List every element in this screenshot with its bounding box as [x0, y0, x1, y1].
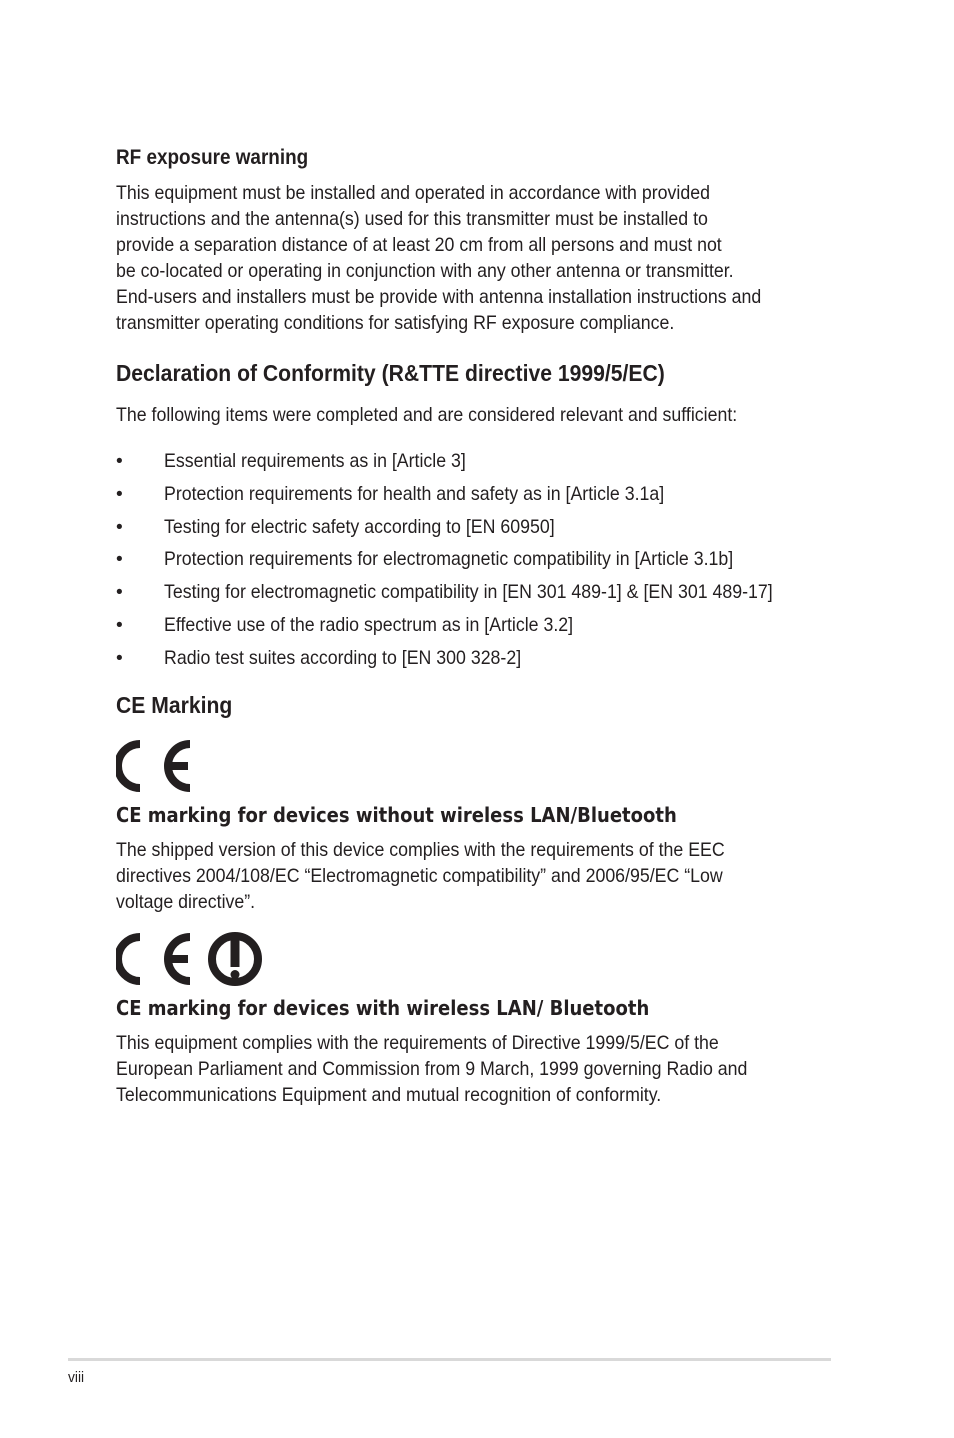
declaration-intro: The following items were completed and are considered relevant and sufficient:: [116, 405, 738, 426]
bullet-icon: •: [116, 483, 123, 505]
ce-mark-icon: [116, 738, 196, 794]
bullet-icon: •: [116, 516, 123, 538]
footer-divider: [68, 1358, 831, 1361]
rf-exposure-heading: RF exposure warning: [116, 146, 309, 169]
bullet-icon: •: [116, 582, 123, 604]
alert-class-2-icon: [206, 931, 264, 987]
page-number: viii: [68, 1369, 85, 1386]
bullet-icon: •: [116, 549, 123, 571]
bullet-icon: •: [116, 614, 123, 636]
bullet-icon: •: [116, 451, 123, 472]
ce-without-wireless-text: The shipped version of this device complies with the requirements of the EEC directives 2004/108/EC “Electromagnetic compatibility” and 2006/95/EC “Low voltage directive”.: [116, 840, 725, 913]
ce-without-wireless-heading: CE marking for devices without wireless LAN/Bluetooth: [116, 803, 677, 827]
bullet-icon: •: [116, 647, 123, 669]
ce-marking-heading: CE Marking: [116, 692, 233, 718]
ce-with-wireless-heading: CE marking for devices with wireless LAN/ Bluetooth: [116, 996, 650, 1020]
ce-with-wireless-text: This equipment complies with the requirements of Directive 1999/5/EC of the European Parliament and Commission from 9 March, 1999 governing Radio and Telecommunications Equipment and mutual recognition of conformity.: [116, 1033, 748, 1106]
rf-exposure-text: This equipment must be installed and operated in accordance with provided instructions and the antenna(s) used for this transmitter must be installed to provide a separation distance of at least 20 cm from all persons and must not be co-located or operating in conjunction with any other antenna or transmitter. End-users and installers must be provide with antenna installation instructions and transmitter operating conditions for satisfying RF exposure compliance.: [116, 183, 762, 334]
ce-mark-icon: [116, 931, 196, 987]
declaration-heading: Declaration of Conformity (R&TTE directive 1999/5/EC): [116, 360, 665, 386]
